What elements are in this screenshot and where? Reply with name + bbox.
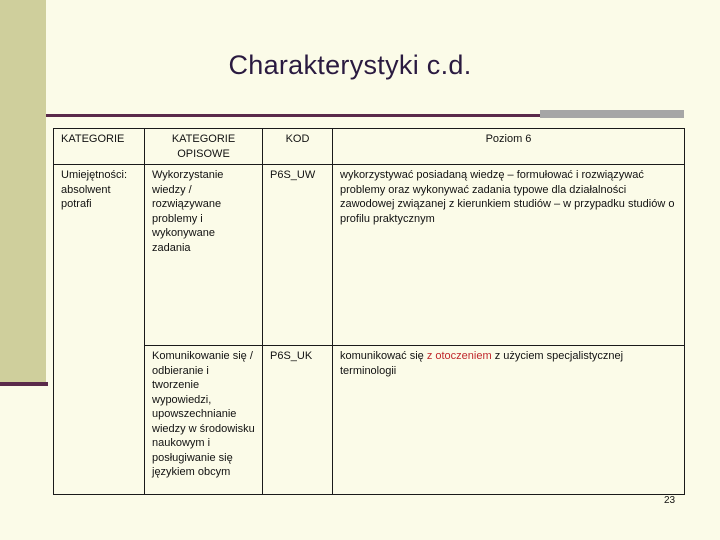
slide-title: Charakterystyki c.d. [228,50,472,80]
decorative-title-underline [46,114,540,117]
kod-cell: P6S_UK [263,346,333,495]
category-cell: Umiejętności: absolwent potrafi [54,165,145,495]
header-poziom: Poziom 6 [333,129,685,165]
decorative-gray-bar [540,110,684,118]
poziom-cell: wykorzystywać posiadaną wiedzę – formułować i rozwiązywać problemy oraz wykonywać zadania typowe dla działalności zawodowej związanej z kierunkiem studiów – w przypadku studiów o profilu praktycznym [333,165,685,346]
decorative-left-line [0,382,48,386]
poziom-text-part: komunikować się [340,350,427,362]
page-number: 23 [664,495,676,506]
opis-cell: Wykorzystanie wiedzy / rozwiązywane problemy i wykonywane zadania [145,165,263,346]
table-header-row [54,129,685,165]
header-kategorie-opisowe: KATEGORIE OPISOWE [145,129,263,165]
poziom-text-highlight: z otoczeniem [426,350,492,362]
table-row [54,346,685,495]
header-kategorie: KATEGORIE [54,129,145,165]
table-row [54,165,685,346]
characteristics-table [53,128,685,495]
opis-cell: Komunikowanie się / odbieranie i tworzenie wypowiedzi, upowszechnianie wiedzy w środowisku naukowym i posługiwanie się językiem obcym [145,346,263,495]
header-kod: KOD [263,129,333,165]
kod-cell: P6S_UW [263,165,333,346]
poziom-text-part: z użyciem specjalistycznej terminologii [340,350,624,377]
poziom-cell [333,346,685,495]
